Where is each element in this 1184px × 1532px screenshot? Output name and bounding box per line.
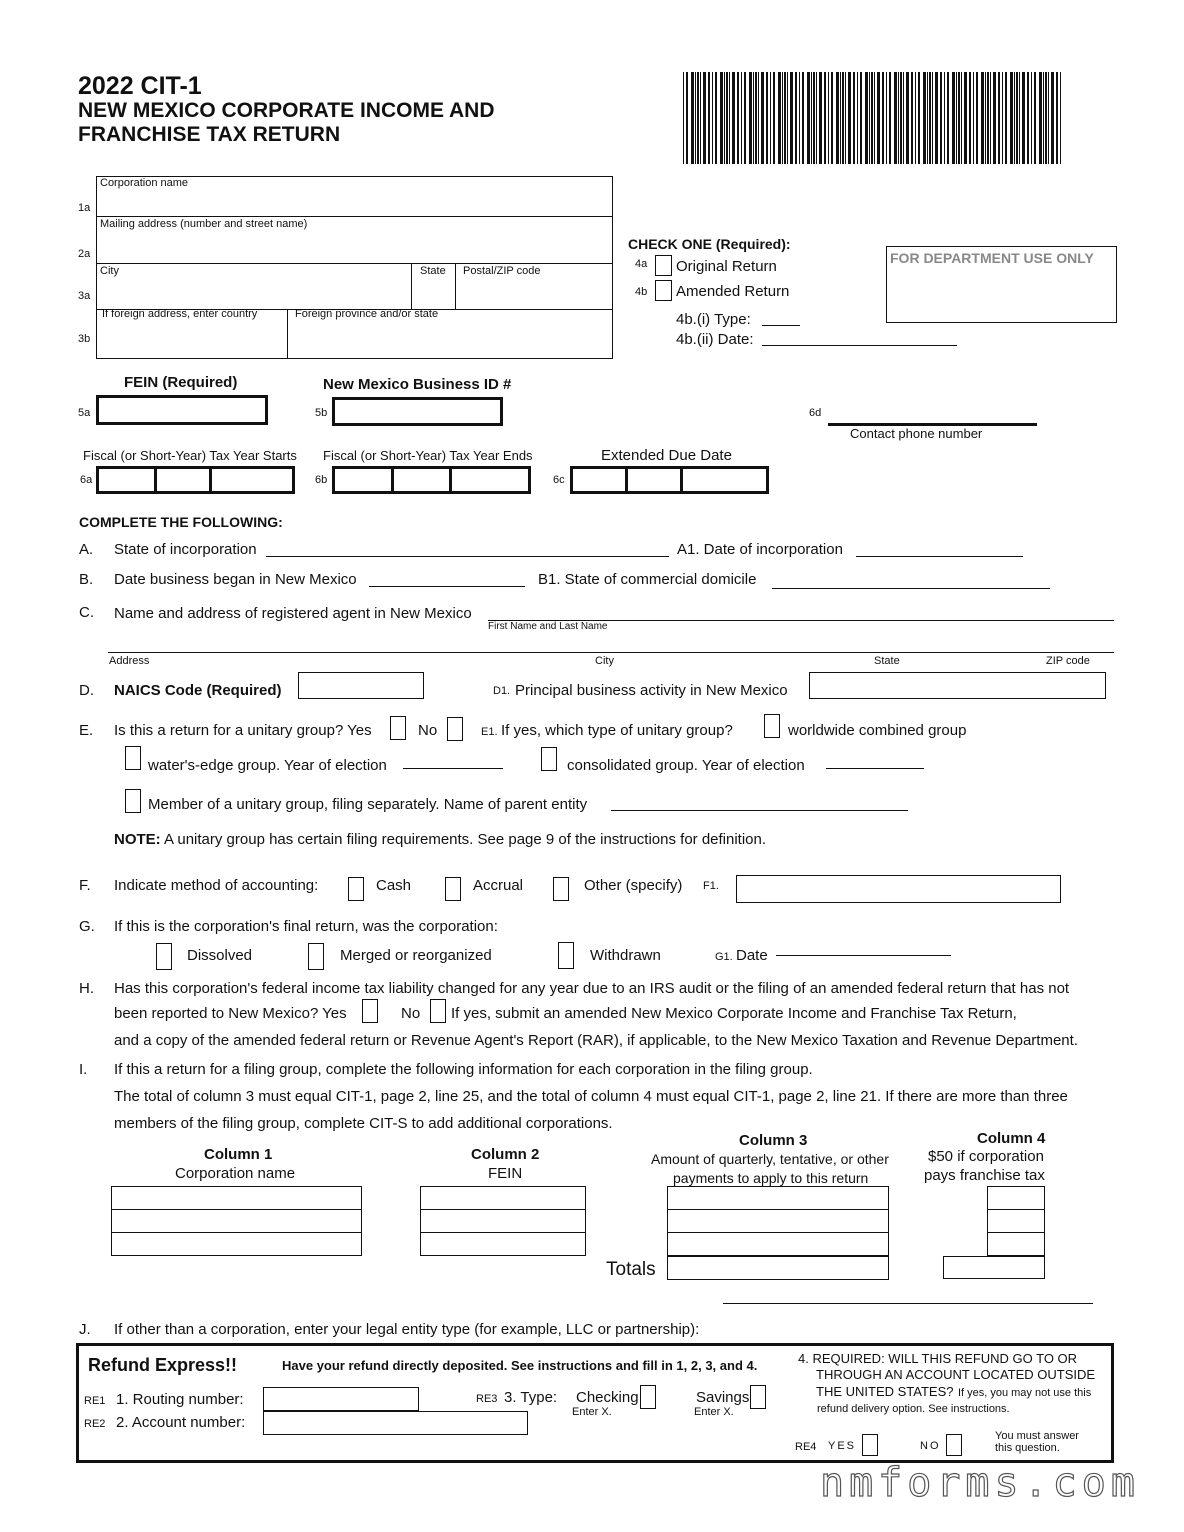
- barcode-bar: [1022, 72, 1025, 164]
- barcode-bar: [1051, 72, 1054, 164]
- foreign-yes-label: YES: [828, 1440, 857, 1452]
- letter: G.: [79, 918, 95, 935]
- department-use-label: FOR DEPARTMENT USE ONLY: [890, 250, 1094, 266]
- column3-total[interactable]: [667, 1256, 889, 1280]
- state-of-incorporation-label: State of incorporation: [114, 541, 257, 558]
- barcode-bar: [952, 72, 955, 164]
- barcode: [683, 72, 1065, 164]
- column2-sub: FEIN: [488, 1165, 523, 1182]
- line-code: RE1: [84, 1395, 106, 1407]
- barcode-bar: [787, 72, 788, 164]
- line-code: 2a: [78, 248, 91, 260]
- entity-type-label: If other than a corporation, enter your legal entity type (for example, LLC or partnership):: [114, 1321, 700, 1338]
- form-title-line1: NEW MEXICO CORPORATE INCOME AND: [78, 99, 495, 122]
- barcode-bar: [1027, 72, 1029, 164]
- barcode-bar: [790, 72, 793, 164]
- barcode-bar: [845, 72, 846, 164]
- barcode-bar: [807, 72, 810, 164]
- city-sub-label: City: [595, 655, 614, 667]
- accrual-checkbox[interactable]: [445, 877, 461, 901]
- registered-agent-label: Name and address of registered agent in New Mexico: [114, 605, 472, 622]
- barcode-bar: [1034, 72, 1036, 164]
- barcode-bar: [741, 72, 742, 164]
- line-code: RE4: [795, 1441, 817, 1453]
- fy-start-label: Fiscal (or Short-Year) Tax Year Starts: [83, 448, 297, 463]
- letter: F.: [79, 877, 91, 894]
- letter: A.: [79, 541, 94, 558]
- fy-end-input[interactable]: [332, 466, 531, 494]
- barcode-bar: [686, 72, 688, 164]
- letter: E.: [79, 722, 94, 739]
- barcode-bar: [1005, 72, 1007, 164]
- commercial-domicile-label: B1. State of commercial domicile: [538, 571, 757, 588]
- barcode-bar: [744, 72, 746, 164]
- barcode-bar: [1002, 72, 1003, 164]
- letter: I.: [79, 1061, 88, 1078]
- barcode-bar: [911, 72, 913, 164]
- barcode-bar: [871, 72, 873, 164]
- barcode-bar: [956, 72, 957, 164]
- parent-entity-field[interactable]: [611, 810, 908, 811]
- filing-group-line1: If this a return for a filing group, complete the following information for each corporation in the filing group.: [114, 1061, 813, 1078]
- barcode-bar: [940, 72, 942, 164]
- consolidated-label: consolidated group. Year of election: [567, 757, 805, 774]
- barcode-bar: [969, 72, 971, 164]
- complete-heading: COMPLETE THE FOLLOWING:: [79, 514, 283, 530]
- original-return-label: Original Return: [676, 258, 777, 275]
- barcode-bar: [915, 72, 916, 164]
- barcode-bar: [1048, 72, 1049, 164]
- barcode-bar: [726, 72, 728, 164]
- unitary-no-label: No: [418, 722, 438, 739]
- barcode-bar: [998, 72, 1000, 164]
- final-return-label: If this is the corporation's final return, was the corporation:: [114, 918, 498, 935]
- column4-total[interactable]: [943, 1256, 1045, 1279]
- barcode-bar: [906, 72, 909, 164]
- barcode-bar: [816, 72, 817, 164]
- barcode-bar: [770, 72, 771, 164]
- state-field[interactable]: State: [420, 265, 446, 277]
- foreign-question-line2: THROUGH AN ACCOUNT LOCATED OUTSIDE: [816, 1367, 1096, 1382]
- irs-audit-line2b: If yes, submit an amended New Mexico Corporate Income and Franchise Tax Return,: [451, 1005, 1017, 1022]
- barcode-bar: [886, 72, 887, 164]
- barcode-bar: [900, 72, 902, 164]
- barcode-bar: [753, 72, 754, 164]
- date-began-nm-field[interactable]: [369, 586, 525, 587]
- foreign-no-label: NO: [920, 1440, 941, 1452]
- checking-checkbox[interactable]: [640, 1385, 656, 1409]
- foreign-question-line4: refund delivery option. See instructions.: [817, 1403, 1010, 1415]
- line-code: 1a: [78, 202, 91, 214]
- barcode-bar: [964, 72, 967, 164]
- amended-date-label: 4b.(ii) Date:: [676, 331, 754, 348]
- barcode-bar: [932, 72, 933, 164]
- amended-type-label: 4b.(i) Type:: [676, 311, 751, 328]
- line-code: D1.: [493, 685, 511, 697]
- column4-sub1: $50 if corporation: [928, 1148, 1044, 1165]
- barcode-bar: [958, 72, 960, 164]
- foreign-question-line3: [816, 1383, 1091, 1401]
- barcode-bar: [857, 72, 858, 164]
- line-code: 6c: [553, 474, 565, 486]
- city-field[interactable]: City: [100, 265, 119, 277]
- line-code: 5b: [315, 407, 328, 419]
- barcode-bar: [836, 72, 839, 164]
- naics-input[interactable]: [298, 672, 424, 699]
- barcode-bar: [691, 72, 694, 164]
- line-code: 6b: [315, 474, 328, 486]
- column1-table[interactable]: [111, 1186, 362, 1256]
- column2-title: Column 2: [471, 1146, 540, 1163]
- barcode-bar: [795, 72, 797, 164]
- barcode-bar: [987, 72, 989, 164]
- barcode-bar: [1019, 72, 1020, 164]
- column3-table[interactable]: [667, 1186, 889, 1256]
- barcode-bar: [903, 72, 904, 164]
- barcode-bar: [944, 72, 945, 164]
- barcode-bar: [720, 72, 723, 164]
- barcode-bar: [811, 72, 812, 164]
- checking-label: Checking: [576, 1389, 639, 1406]
- refund-express-subtitle: Have your refund directly deposited. See instructions and fill in 1, 2, 3, and 4.: [282, 1358, 758, 1373]
- savings-label: Savings: [696, 1389, 750, 1406]
- accounting-method-label: Indicate method of accounting:: [114, 877, 319, 894]
- date-of-incorporation-field[interactable]: [856, 556, 1023, 557]
- line-code: F1.: [703, 880, 719, 892]
- barcode-bar: [697, 72, 699, 164]
- fy-end-label: Fiscal (or Short-Year) Tax Year Ends: [323, 448, 533, 463]
- barcode-bar: [799, 72, 800, 164]
- account-type-label: 3. Type:: [504, 1389, 558, 1406]
- foreign-question-line1: 4. REQUIRED: WILL THIS REFUND GO TO OR: [798, 1351, 1078, 1366]
- zip-sub-label: ZIP code: [1046, 655, 1090, 667]
- account-input[interactable]: [263, 1411, 528, 1435]
- principal-activity-label: Principal business activity in New Mexico: [515, 682, 788, 699]
- barcode-bar: [869, 72, 870, 164]
- barcode-bar: [990, 72, 991, 164]
- barcode-bar: [1045, 72, 1047, 164]
- foreign-question-line3-main: THE UNITED STATES?: [816, 1384, 954, 1399]
- checking-enter-x: Enter X.: [572, 1406, 612, 1418]
- nm-business-id-input[interactable]: [332, 397, 503, 426]
- filing-group-line3: members of the filing group, complete CIT-S to add additional corporations.: [114, 1115, 613, 1132]
- accrual-label: Accrual: [473, 877, 524, 894]
- line-code: G1.: [715, 951, 733, 963]
- waters-edge-year-field[interactable]: [403, 768, 503, 769]
- fein-input[interactable]: [96, 395, 268, 425]
- barcode-bar: [813, 72, 815, 164]
- state-of-incorporation-field[interactable]: [266, 556, 669, 557]
- irs-audit-no-label: No: [401, 1005, 421, 1022]
- barcode-bar: [1031, 72, 1032, 164]
- mailing-address-field[interactable]: Mailing address (number and street name): [100, 218, 308, 230]
- dissolved-label: Dissolved: [187, 947, 253, 964]
- unitary-note: [114, 831, 766, 848]
- first-last-name-label: First Name and Last Name: [488, 621, 608, 632]
- amended-return-checkbox[interactable]: [655, 280, 672, 301]
- barcode-bar: [947, 72, 949, 164]
- barcode-bar: [766, 72, 768, 164]
- line-code: 6a: [80, 474, 93, 486]
- date-began-nm-label: Date business began in New Mexico: [114, 571, 357, 588]
- form-title-line2: FRANCHISE TAX RETURN: [78, 123, 341, 146]
- barcode-bar: [824, 72, 826, 164]
- barcode-bar: [1060, 72, 1061, 164]
- line-code: 6d: [809, 407, 822, 419]
- barcode-bar: [1010, 72, 1013, 164]
- savings-checkbox[interactable]: [750, 1385, 766, 1409]
- barcode-bar: [985, 72, 986, 164]
- dissolved-checkbox[interactable]: [156, 943, 172, 970]
- fy-start-input[interactable]: [96, 466, 295, 494]
- barcode-bar: [695, 72, 696, 164]
- barcode-bar: [993, 72, 996, 164]
- amended-date-field[interactable]: [762, 345, 957, 346]
- barcode-bar: [894, 72, 897, 164]
- waters-edge-checkbox[interactable]: [125, 746, 141, 770]
- column1-sub: Corporation name: [175, 1165, 296, 1182]
- barcode-bar: [1016, 72, 1018, 164]
- form-code: 2022 CIT-1: [78, 72, 202, 100]
- date-of-incorporation-label: A1. Date of incorporation: [677, 541, 843, 558]
- barcode-bar: [1043, 72, 1044, 164]
- unitary-no-checkbox[interactable]: [447, 717, 463, 741]
- amended-type-field[interactable]: [762, 325, 800, 326]
- barcode-bar: [929, 72, 931, 164]
- barcode-bar: [737, 72, 739, 164]
- account-label: 2. Account number:: [116, 1414, 246, 1431]
- other-method-input[interactable]: [736, 875, 1061, 903]
- barcode-bar: [749, 72, 752, 164]
- barcode-bar: [973, 72, 974, 164]
- irs-audit-line1: Has this corporation's federal income tax liability changed for any year due to an IRS audit or the filing of an amended federal return that has not: [114, 980, 1070, 997]
- refund-express-title: Refund Express!!: [88, 1355, 238, 1375]
- line-code: E1.: [481, 726, 498, 738]
- zip-field[interactable]: Postal/ZIP code: [463, 265, 541, 277]
- irs-audit-line3: and a copy of the amended federal return or Revenue Agent's Report (RAR), if applicable, to the New Mexico Taxation and Revenue Department.: [114, 1032, 1078, 1049]
- worldwide-checkbox[interactable]: [764, 714, 780, 738]
- corp-name-field[interactable]: Corporation name: [100, 177, 189, 189]
- line-code: RE3: [476, 1393, 498, 1405]
- other-method-label: Other (specify): [584, 877, 683, 894]
- barcode-bar: [981, 72, 984, 164]
- barcode-bar: [1014, 72, 1015, 164]
- letter: B.: [79, 571, 94, 588]
- irs-audit-no-checkbox[interactable]: [430, 999, 446, 1023]
- barcode-bar: [708, 72, 710, 164]
- barcode-bar: [865, 72, 868, 164]
- line-code: 4a: [635, 258, 648, 270]
- merged-checkbox[interactable]: [308, 943, 324, 970]
- letter: D.: [79, 682, 94, 699]
- entity-type-field[interactable]: [723, 1303, 1093, 1304]
- letter: C.: [79, 604, 94, 621]
- consolidated-checkbox[interactable]: [541, 747, 557, 771]
- worldwide-label: worldwide combined group: [788, 722, 967, 739]
- barcode-bar: [773, 72, 775, 164]
- foreign-no-checkbox[interactable]: [946, 1434, 962, 1456]
- routing-input[interactable]: [263, 1387, 419, 1411]
- barcode-bar: [918, 72, 920, 164]
- waters-edge-label: water's-edge group. Year of election: [148, 757, 387, 774]
- extended-due-label: Extended Due Date: [601, 447, 732, 464]
- barcode-bar: [819, 72, 822, 164]
- irs-audit-line2a: been reported to New Mexico? Yes: [114, 1005, 347, 1022]
- column3-title: Column 3: [739, 1132, 808, 1149]
- filing-group-line2: The total of column 3 must equal CIT-1, page 2, line 25, and the total of column 4 must equal CIT-1, page 2, line 21. If there are more than three: [114, 1088, 1068, 1105]
- original-return-checkbox[interactable]: [655, 255, 672, 276]
- barcode-bar: [683, 72, 684, 164]
- line-code: 5a: [78, 407, 91, 419]
- barcode-bar: [782, 72, 783, 164]
- member-unitary-label: Member of a unitary group, filing separately. Name of parent entity: [148, 796, 588, 813]
- contact-phone-label: Contact phone number: [850, 426, 983, 441]
- barcode-bar: [877, 72, 880, 164]
- column4-table[interactable]: [987, 1186, 1045, 1256]
- column1-title: Column 1: [204, 1146, 273, 1163]
- barcode-bar: [802, 72, 804, 164]
- amended-return-label: Amended Return: [676, 283, 790, 300]
- barcode-bar: [927, 72, 928, 164]
- savings-enter-x: Enter X.: [694, 1406, 734, 1418]
- column3-sub2: payments to apply to this return: [673, 1170, 869, 1186]
- barcode-bar: [842, 72, 844, 164]
- address-sub-label: Address: [109, 655, 150, 667]
- nm-business-id-label: New Mexico Business ID #: [323, 376, 512, 393]
- barcode-bar: [831, 72, 833, 164]
- must-answer-line1: You must answer: [995, 1430, 1079, 1442]
- barcode-bar: [848, 72, 851, 164]
- barcode-bar: [935, 72, 938, 164]
- column2-table[interactable]: [420, 1186, 586, 1256]
- registered-agent-address-field[interactable]: [108, 652, 1114, 653]
- merged-label: Merged or reorganized: [340, 947, 492, 964]
- barcode-bar: [853, 72, 855, 164]
- principal-activity-input[interactable]: [809, 672, 1106, 699]
- cash-checkbox[interactable]: [348, 877, 364, 901]
- withdrawn-checkbox[interactable]: [558, 942, 574, 969]
- line-code: RE2: [84, 1418, 106, 1430]
- must-answer-line2: this question.: [995, 1442, 1060, 1454]
- barcode-bar: [961, 72, 962, 164]
- province-field[interactable]: Foreign province and/or state: [295, 308, 439, 320]
- foreign-yes-checkbox[interactable]: [862, 1434, 878, 1456]
- barcode-bar: [755, 72, 757, 164]
- barcode-bar: [724, 72, 725, 164]
- unitary-yes-checkbox[interactable]: [390, 716, 406, 740]
- withdrawn-label: Withdrawn: [590, 947, 661, 964]
- barcode-bar: [778, 72, 781, 164]
- country-field[interactable]: If foreign address, enter country: [102, 308, 258, 320]
- fein-label: FEIN (Required): [124, 374, 238, 391]
- line-code: 3a: [78, 290, 91, 302]
- final-date-label: Date: [736, 947, 768, 964]
- barcode-bar: [860, 72, 862, 164]
- barcode-bar: [874, 72, 875, 164]
- check-one-title: CHECK ONE (Required):: [628, 236, 791, 252]
- column4-sub2: pays franchise tax: [924, 1167, 1045, 1184]
- barcode-bar: [923, 72, 926, 164]
- consolidated-year-field[interactable]: [826, 768, 924, 769]
- barcode-bar: [784, 72, 786, 164]
- final-date-field[interactable]: [776, 955, 951, 956]
- barcode-bar: [700, 72, 701, 164]
- barcode-bar: [976, 72, 978, 164]
- watermark: nmforms.com: [820, 1460, 1140, 1506]
- barcode-bar: [840, 72, 841, 164]
- barcode-bar: [761, 72, 764, 164]
- barcode-bar: [898, 72, 899, 164]
- unitary-group-label: Is this a return for a unitary group? Yes: [114, 722, 372, 739]
- irs-audit-yes-checkbox[interactable]: [362, 999, 378, 1023]
- barcode-bar: [715, 72, 717, 164]
- barcode-bar: [1056, 72, 1058, 164]
- barcode-bar: [729, 72, 730, 164]
- state-sub-label: State: [874, 655, 900, 667]
- foreign-question-line3-note: If yes, you may not use this: [957, 1387, 1092, 1399]
- totals-label: Totals: [606, 1259, 656, 1280]
- letter: J.: [79, 1321, 91, 1338]
- barcode-bar: [882, 72, 884, 164]
- other-method-checkbox[interactable]: [553, 877, 569, 901]
- unitary-type-label: If yes, which type of unitary group?: [501, 722, 733, 739]
- column4-title: Column 4: [977, 1130, 1046, 1147]
- naics-label: NAICS Code (Required): [114, 682, 282, 699]
- line-code: 3b: [78, 333, 91, 345]
- note-bold: NOTE:: [114, 831, 161, 848]
- extended-due-input[interactable]: [570, 466, 769, 494]
- column3-sub1: Amount of quarterly, tentative, or other: [651, 1151, 889, 1167]
- barcode-bar: [732, 72, 735, 164]
- member-unitary-checkbox[interactable]: [125, 789, 141, 813]
- barcode-bar: [828, 72, 829, 164]
- cash-label: Cash: [376, 877, 412, 894]
- note-text: A unitary group has certain filing requirements. See page 9 of the instructions for definition.: [164, 831, 767, 848]
- barcode-bar: [889, 72, 891, 164]
- letter: H.: [79, 980, 94, 997]
- barcode-bar: [703, 72, 706, 164]
- commercial-domicile-field[interactable]: [772, 588, 1050, 589]
- routing-label: 1. Routing number:: [116, 1391, 244, 1408]
- barcode-bar: [758, 72, 759, 164]
- barcode-bar: [1039, 72, 1042, 164]
- line-code: 4b: [635, 286, 648, 298]
- barcode-bar: [712, 72, 713, 164]
